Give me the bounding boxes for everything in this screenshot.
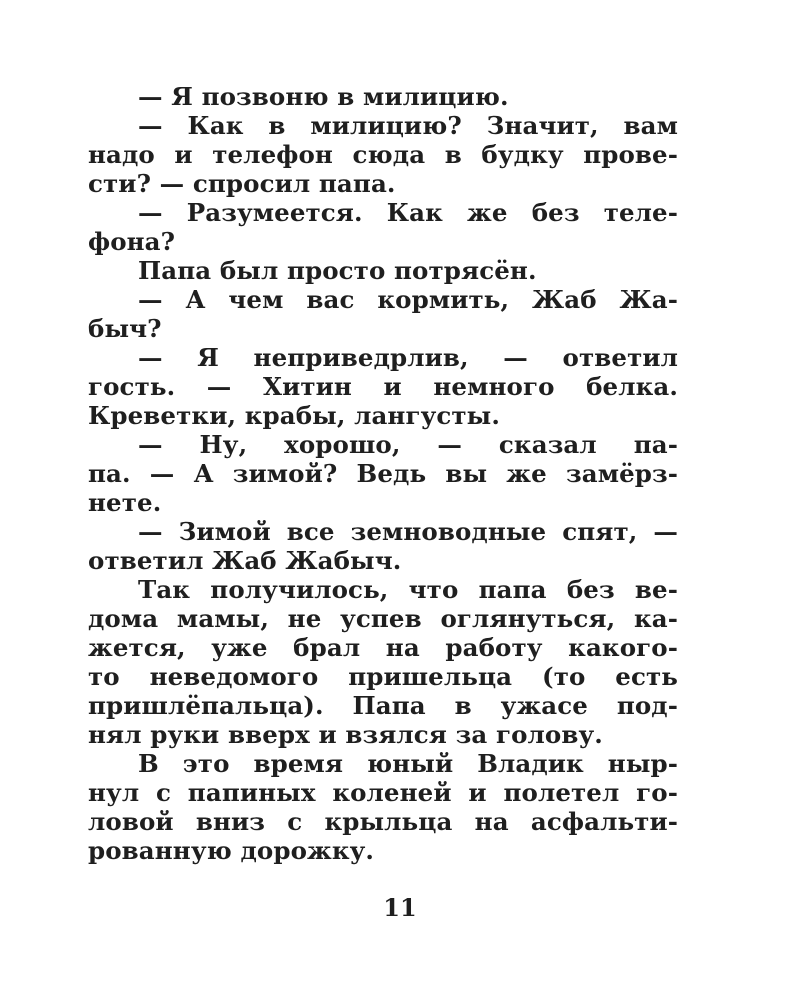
text-line: — А чем вас кормить, Жаб Жа- <box>138 285 678 314</box>
text-line: рованную дорожку. <box>88 836 375 865</box>
text-line: сти? — спросил папа. <box>88 169 396 198</box>
text-line: — Ну, хорошо, — сказал па- <box>138 430 678 459</box>
text-line: ловой вниз с крыльца на асфальти- <box>88 807 678 836</box>
text-line: жется, уже брал на работу какого- <box>88 633 678 662</box>
text-line: ответил Жаб Жабыч. <box>88 546 402 575</box>
text-line: Так получилось, что папа без ве- <box>138 575 678 604</box>
text-line: фона? <box>88 227 176 256</box>
text-line: быч? <box>88 314 162 343</box>
text-line: дома мамы, не успев оглянуться, ка- <box>88 604 678 633</box>
text-line: нете. <box>88 488 162 517</box>
text-line: Креветки, крабы, лангусты. <box>88 401 500 430</box>
page-number: 11 <box>383 893 417 922</box>
text-line: — Я неприведрлив, — ответил <box>138 343 678 372</box>
text-line: — Зимой все земноводные спят, — <box>138 517 678 546</box>
text-line: пришлёпальца). Папа в ужасе под- <box>88 691 678 720</box>
text-line: — Разумеется. Как же без теле- <box>138 198 678 227</box>
page-text <box>88 82 678 865</box>
text-line: нял руки вверх и взялся за голову. <box>88 720 603 749</box>
text-line: то неведомого пришельца (то есть <box>88 662 678 691</box>
text-line: В это время юный Владик ныр- <box>138 749 678 778</box>
text-line: Папа был просто потрясён. <box>138 256 537 285</box>
text-line: гость. — Хитин и немного белка. <box>88 372 678 401</box>
text-line: па. — А зимой? Ведь вы же замёрз- <box>88 459 678 488</box>
text-line: — Я позвоню в милицию. <box>138 82 509 111</box>
text-line: надо и телефон сюда в будку прове- <box>88 140 678 169</box>
text-line: нул с папиных коленей и полетел го- <box>88 778 678 807</box>
text-line: — Как в милицию? Значит, вам <box>138 111 678 140</box>
